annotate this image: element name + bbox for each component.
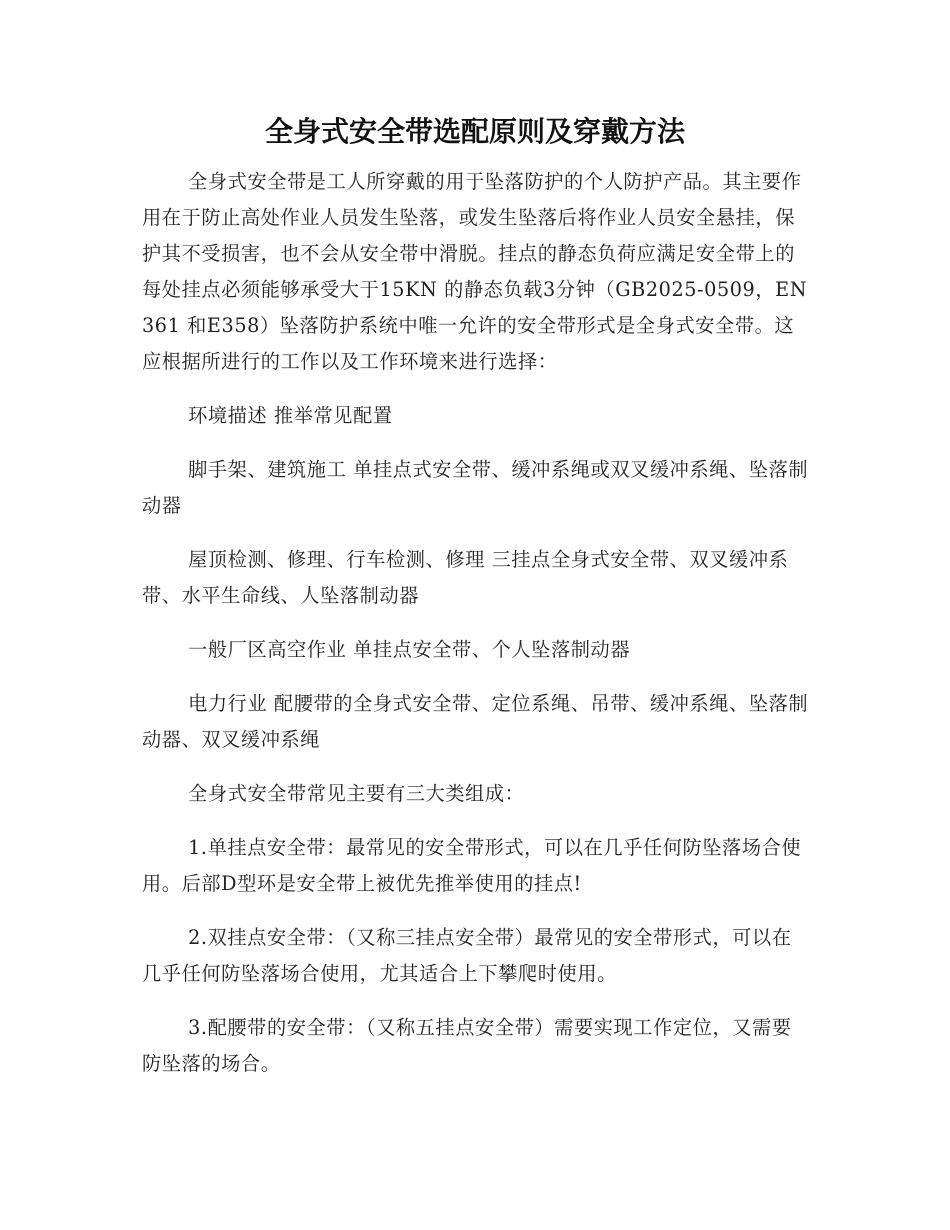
paragraph-intro: 全身式安全带是工人所穿戴的用于坠落防护的个人防护产品。其主要作用在于防止高处作业人员发生坠落，或发生坠落后将作业人员安全悬挂，保护其不受损害，也不会从安全带中滑脱。挂点的静态负荷应满足安全带上的每处挂点必须能够承受大于15KN 的静态负载3分钟（GB2025-0509，EN361 和E358）坠落防护系统中唯一允许的安全带形式是全身式安全带。这应根据所进行的工作以及工作环境来进行选择：	[142, 170, 808, 373]
paragraph-factory: 一般厂区高空作业 单挂点安全带、个人坠落制动器	[188, 638, 631, 661]
paragraph-type-1: 1.单挂点安全带：最常见的安全带形式，可以在几乎任何防坠落场合使用。后部D型环是安全带上被优先推举使用的挂点!	[142, 836, 802, 895]
paragraph-roof: 屋顶检测、修理、行车检测、修理 三挂点全身式安全带、双叉缓冲系带、水平生命线、人坠落制动器	[142, 548, 789, 607]
document-body	[142, 164, 810, 1100]
paragraph-table-header: 环境描述 推举常见配置	[188, 404, 393, 427]
paragraph-power: 电力行业 配腰带的全身式安全带、定位系绳、吊带、缓冲系绳、坠落制动器、双叉缓冲系绳	[142, 692, 809, 751]
paragraph-type-3: 3.配腰带的安全带：（又称五挂点安全带）需要实现工作定位，又需要防坠落的场合。	[142, 1016, 792, 1075]
paragraph-types-intro: 全身式安全带常见主要有三大类组成：	[188, 782, 525, 805]
paragraph-scaffold: 脚手架、建筑施工 单挂点式安全带、缓冲系绳或双叉缓冲系绳、坠落制动器	[142, 458, 809, 517]
paragraph-type-2: 2.双挂点安全带：（又称三挂点安全带）最常见的安全带形式，可以在几乎任何防坠落场合使用，尤其适合上下攀爬时使用。	[142, 926, 792, 985]
document-title: 全身式安全带选配原则及穿戴方法	[264, 115, 685, 148]
